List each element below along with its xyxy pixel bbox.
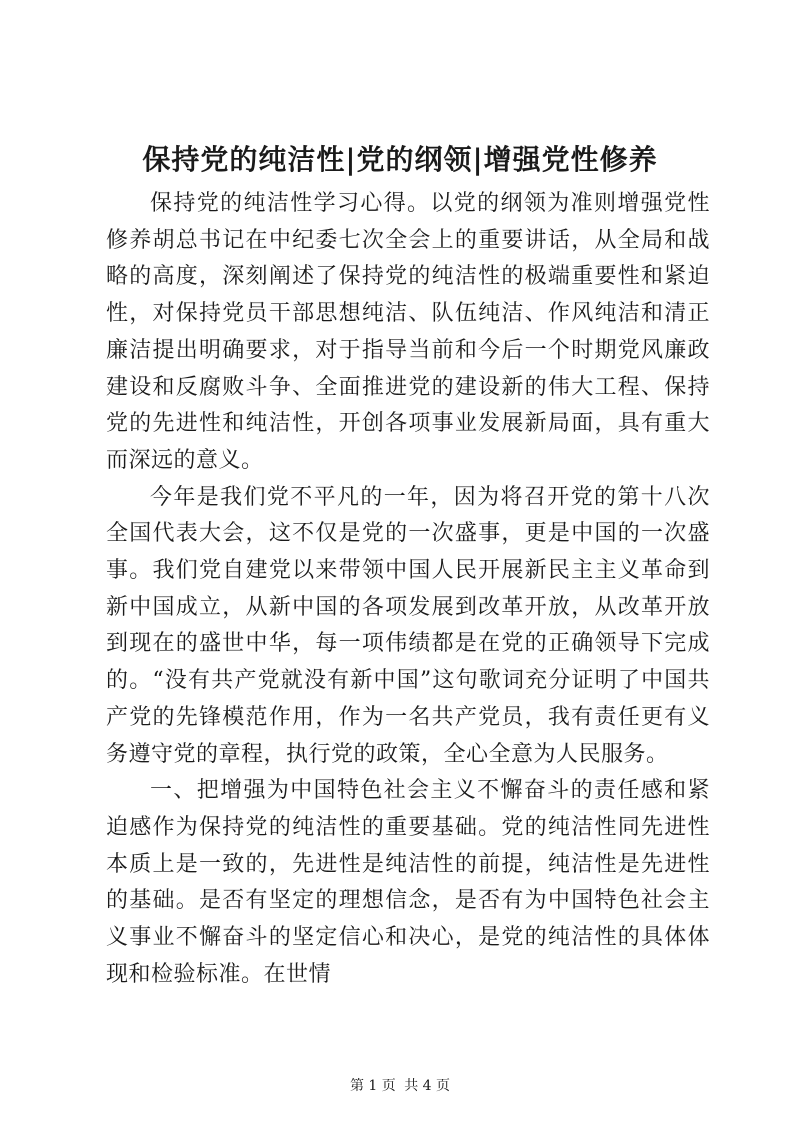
paragraph-3: 一、把增强为中国特色社会主义不懈奋斗的责任感和紧迫感作为保持党的纯洁性的重要基础。党的纯洁性同先进性本质上是一致的，先进性是纯洁性的前提，纯洁性是先进性的基础。是否有坚定的理想信念，是否有为中国特色社会主义事业不懈奋斗的坚定信心和决心，是党的纯洁性的具体体现和检验标准。在世情: [106, 778, 710, 987]
document-body: [106, 186, 710, 993]
page-number: 第 1 页: [349, 1078, 396, 1094]
page-total: 共 4 页: [404, 1078, 451, 1094]
page-footer: [0, 1076, 800, 1096]
paragraph-1: 保持党的纯洁性学习心得。以党的纲领为准则增强党性修养胡总书记在中纪委七次全会上的重要讲话，从全局和战略的高度，深刻阐述了保持党的纯洁性的极端重要性和紧迫性，对保持党员干部思想纯洁、队伍纯洁、作风纯洁和清正廉洁提出明确要求，对于指导当前和今后一个时期党风廉政建设和反腐败斗争、全面推进党的建设新的伟大工程、保持党的先进性和纯洁性，开创各项事业发展新局面，具有重大而深远的意义。: [106, 191, 710, 473]
paragraph-2: 今年是我们党不平凡的一年，因为将召开党的第十八次全国代表大会，这不仅是党的一次盛事，更是中国的一次盛事。我们党自建党以来带领中国人民开展新民主主义革命到新中国成立，从新中国的各项发展到改革开放，从改革开放到现在的盛世中华，每一项伟绩都是在党的正确领导下完成的。“没有共产党就没有新中国”这句歌词充分证明了中国共产党的先锋模范作用，作为一名共产党员，我有责任更有义务遵守党的章程，执行党的政策，全心全意为人民服务。: [106, 484, 710, 767]
document-title: 保持党的纯洁性|党的纲领|增强党性修养: [142, 143, 658, 176]
